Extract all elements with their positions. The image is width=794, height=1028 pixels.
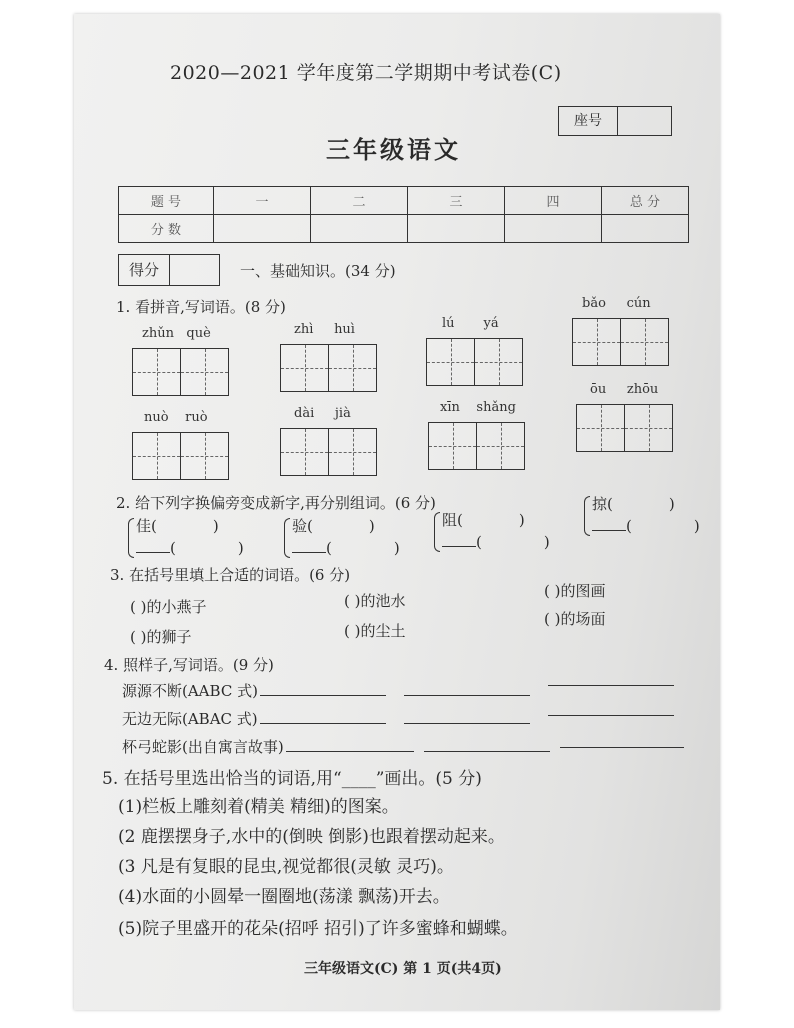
radical-item-1: 佳( ) ( )	[128, 514, 278, 562]
writing-grid-6[interactable]	[280, 428, 377, 476]
fill-item-1: ( )的小燕子	[130, 598, 207, 616]
question-2: 2. 给下列字换偏旁变成新字,再分别组词。(6 分)	[116, 494, 436, 512]
choice-item-4: (4)水面的小圆晕一圈圈地(荡漾 飘荡)开去。	[118, 887, 450, 907]
word-row-3: 杯弓蛇影(出自寓言故事)	[122, 736, 684, 757]
radical-item-3: 阻( ) ( )	[434, 508, 584, 556]
section-score-label: 得分	[119, 255, 170, 285]
col-total: 总 分	[602, 187, 689, 215]
pinyin-5: nuò ruò	[144, 410, 208, 425]
writing-grid-3[interactable]	[426, 338, 523, 386]
score-cell[interactable]	[408, 215, 505, 243]
pinyin-6: dài jià	[294, 406, 351, 421]
pinyin-4: bǎo cún	[582, 296, 651, 311]
seat-number-field[interactable]	[618, 107, 671, 135]
pinyin-7: xīn shǎng	[440, 400, 516, 415]
score-cell[interactable]	[505, 215, 602, 243]
word-row-2: 无边无际(ABAC 式)	[122, 708, 674, 729]
choice-item-3: (3 凡是有复眼的昆虫,视觉都很(灵敏 灵巧)。	[118, 857, 454, 877]
score-cell[interactable]	[311, 215, 408, 243]
writing-grid-1[interactable]	[132, 348, 229, 396]
exam-paper	[74, 14, 720, 1010]
fill-item-2: ( )的池水	[344, 592, 406, 610]
writing-grid-8[interactable]	[576, 404, 673, 452]
section-score-field[interactable]	[170, 255, 219, 285]
pinyin-8: ōu zhōu	[590, 382, 659, 397]
col-4: 四	[505, 187, 602, 215]
row-label-score: 分 数	[119, 215, 214, 243]
pinyin-2: zhì huì	[294, 322, 355, 337]
seat-number-box	[558, 106, 672, 136]
section-1-heading: 一、基础知识。(34 分)	[240, 262, 396, 280]
seat-number-label: 座号	[559, 107, 618, 135]
score-table	[118, 186, 689, 243]
subject-title: 三年级语文	[326, 135, 461, 164]
pinyin-1: zhǔn què	[142, 326, 211, 341]
page-footer: 三年级语文(C) 第 1 页(共4页)	[304, 961, 502, 977]
score-cell[interactable]	[214, 215, 311, 243]
col-2: 二	[311, 187, 408, 215]
section-score-box	[118, 254, 220, 286]
question-3: 3. 在括号里填上合适的词语。(6 分)	[110, 566, 351, 584]
fill-item-6: ( )的场面	[544, 610, 606, 628]
row-label-number: 题 号	[119, 187, 214, 215]
fill-item-4: ( )的狮子	[130, 628, 192, 646]
writing-grid-5[interactable]	[132, 432, 229, 480]
choice-item-5: (5)院子里盛开的花朵(招呼 招引)了许多蜜蜂和蝴蝶。	[118, 919, 518, 939]
pinyin-3: lú yá	[442, 316, 499, 331]
fill-item-3: ( )的图画	[544, 582, 606, 600]
writing-grid-2[interactable]	[280, 344, 377, 392]
exam-title: 2020—2021 学年度第二学期期中考试卷(C)	[170, 62, 562, 84]
question-4: 4. 照样子,写词语。(9 分)	[104, 656, 274, 674]
choice-item-1: (1)栏板上雕刻着(精美 精细)的图案。	[118, 797, 399, 817]
radical-item-2: 验( ) ( )	[284, 514, 434, 562]
fill-item-5: ( )的尘土	[344, 622, 406, 640]
col-1: 一	[214, 187, 311, 215]
question-5: 5. 在括号里选出恰当的词语,用“____”画出。(5 分)	[102, 769, 482, 789]
writing-grid-7[interactable]	[428, 422, 525, 470]
question-1: 1. 看拼音,写词语。(8 分)	[116, 298, 286, 316]
writing-grid-4[interactable]	[572, 318, 669, 366]
col-3: 三	[408, 187, 505, 215]
word-row-1: 源源不断(AABC 式)	[122, 680, 674, 701]
radical-item-4: 掠( ) ( )	[584, 492, 720, 540]
score-cell[interactable]	[602, 215, 689, 243]
choice-item-2: (2 鹿摆摆身子,水中的(倒映 倒影)也跟着摆动起来。	[118, 827, 505, 847]
